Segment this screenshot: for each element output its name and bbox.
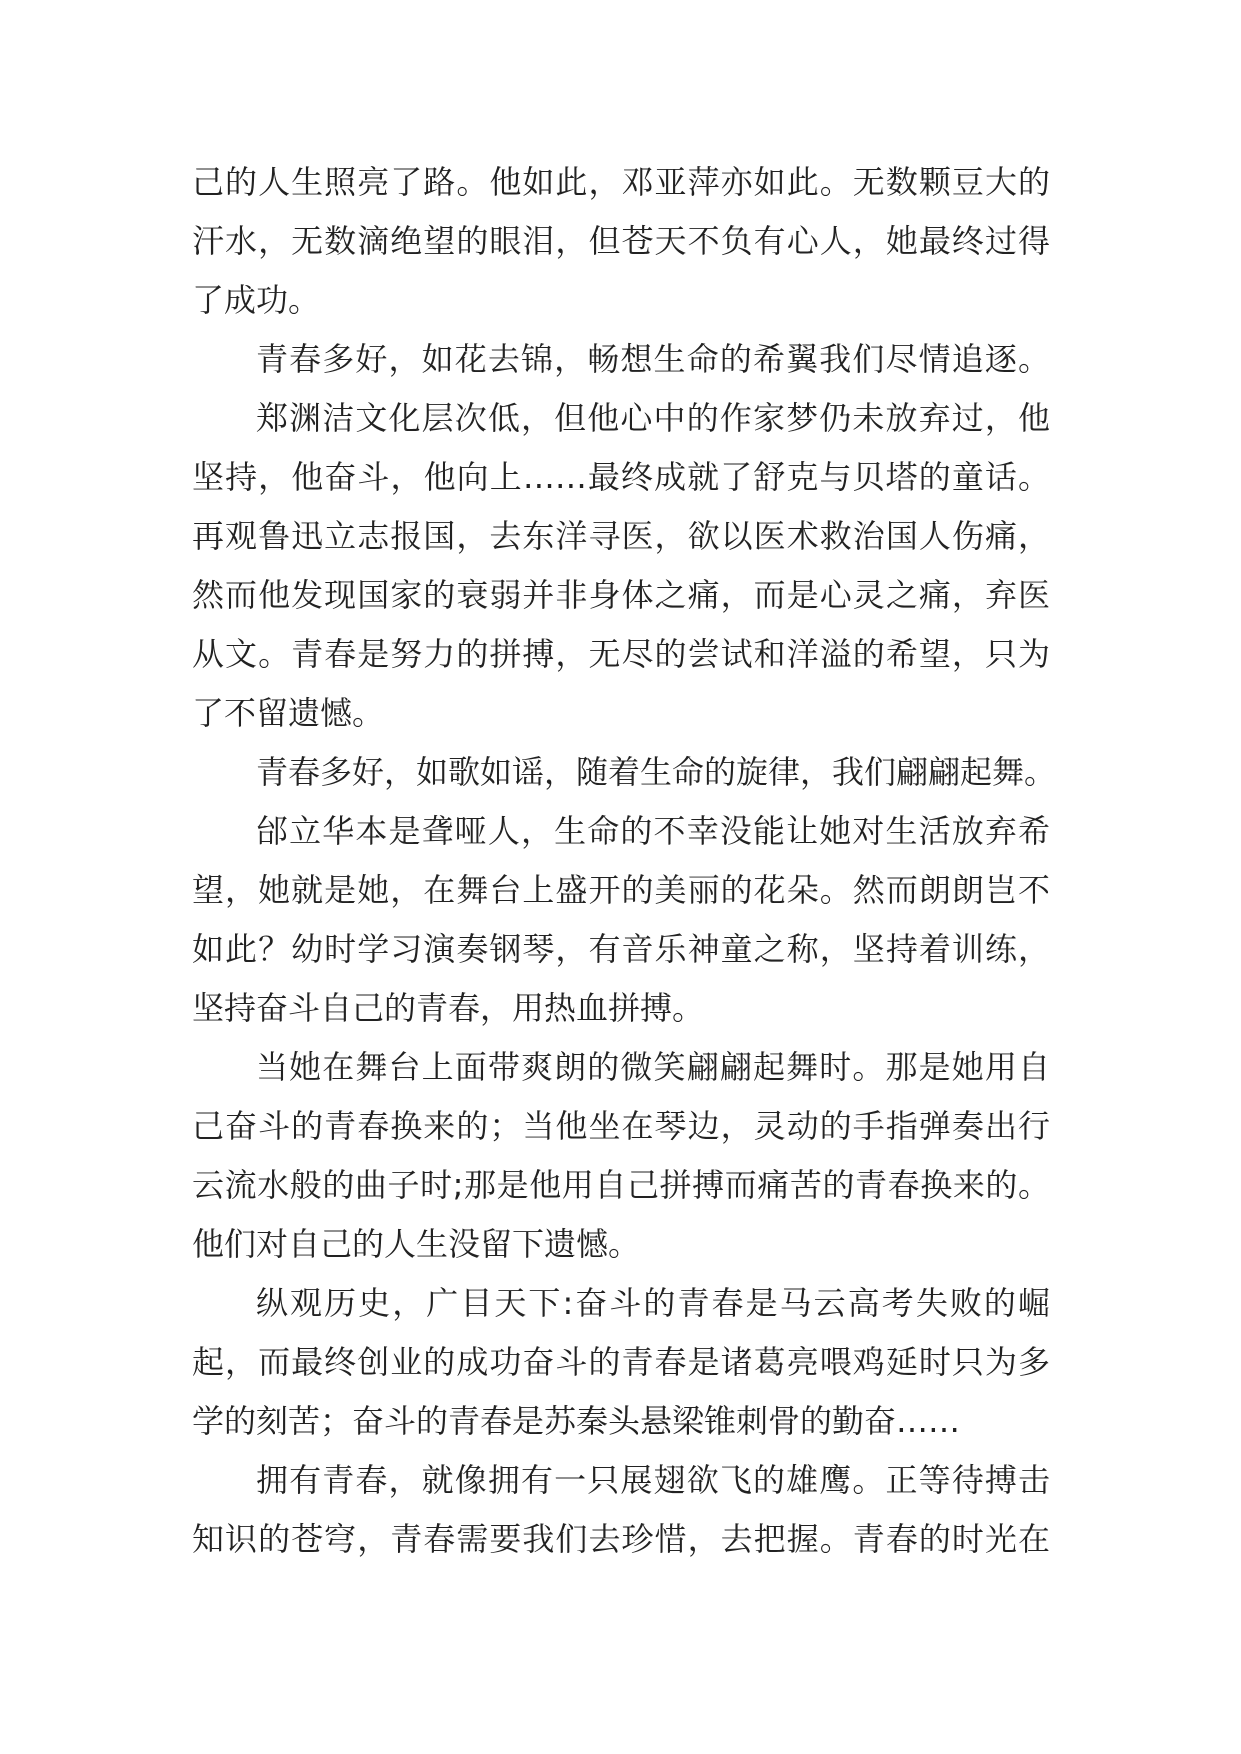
text-line: 青春多好，如歌如谣，随着生命的旋律，我们翩翩起舞。 [256,753,1057,791]
document-body [192,153,1057,1569]
text-line: 如此？幼时学习演奏钢琴，有音乐神童之称，坚持着训练， [192,930,1050,968]
text-line: 青春多好，如花去锦，畅想生命的希翼我们尽情追逐。 [256,340,1050,378]
text-line: 起，而最终创业的成功奋斗的青春是诸葛亮喂鸡延时只为多 [192,1343,1050,1381]
text-line: 坚持，他奋斗，他向上……最终成就了舒克与贝塔的童话。 [192,458,1050,496]
text-line: 望，她就是她，在舞台上盛开的美丽的花朵。然而朗朗岂不 [192,871,1050,909]
text-line: 学的刻苦；奋斗的青春是苏秦头悬梁锥刺骨的勤奋…… [192,1402,961,1440]
text-line: 己的人生照亮了路。他如此，邓亚萍亦如此。无数颗豆大的 [192,163,1050,201]
text-line: 当她在舞台上面带爽朗的微笑翩翩起舞时。那是她用自 [256,1048,1050,1086]
text-line: 己奋斗的青春换来的；当他坐在琴边，灵动的手指弹奏出行 [192,1107,1050,1145]
text-line: 从文。青春是努力的拼搏，无尽的尝试和洋溢的希望，只为 [192,635,1050,673]
text-line: 知识的苍穹，青春需要我们去珍惜，去把握。青春的时光在 [192,1520,1050,1558]
text-line: 坚持奋斗自己的青春，用热血拼搏。 [192,989,705,1027]
text-line: 了成功。 [192,281,321,319]
text-line: 拥有青春，就像拥有一只展翅欲飞的雄鹰。正等待搏击 [256,1461,1050,1499]
text-line: 他们对自己的人生没留下遗憾。 [192,1225,641,1263]
text-line: 邰立华本是聋哑人，生命的不幸没能让她对生活放弃希 [256,812,1050,850]
text-line: 再观鲁迅立志报国，去东洋寻医，欲以医术救治国人伤痛， [192,517,1050,555]
text-line: 了不留遗憾。 [192,694,385,732]
text-line: 郑渊洁文化层次低，但他心中的作家梦仍未放弃过，他 [256,399,1050,437]
text-line: 云流水般的曲子时;那是他用自己拼搏而痛苦的青春换来的。 [192,1166,1050,1204]
text-line: 汗水，无数滴绝望的眼泪，但苍天不负有心人，她最终过得 [192,222,1050,260]
text-line: 然而他发现国家的衰弱并非身体之痛，而是心灵之痛，弃医 [192,576,1050,614]
text-line: 纵观历史，广目天下:奋斗的青春是马云高考失败的崛 [256,1284,1050,1322]
